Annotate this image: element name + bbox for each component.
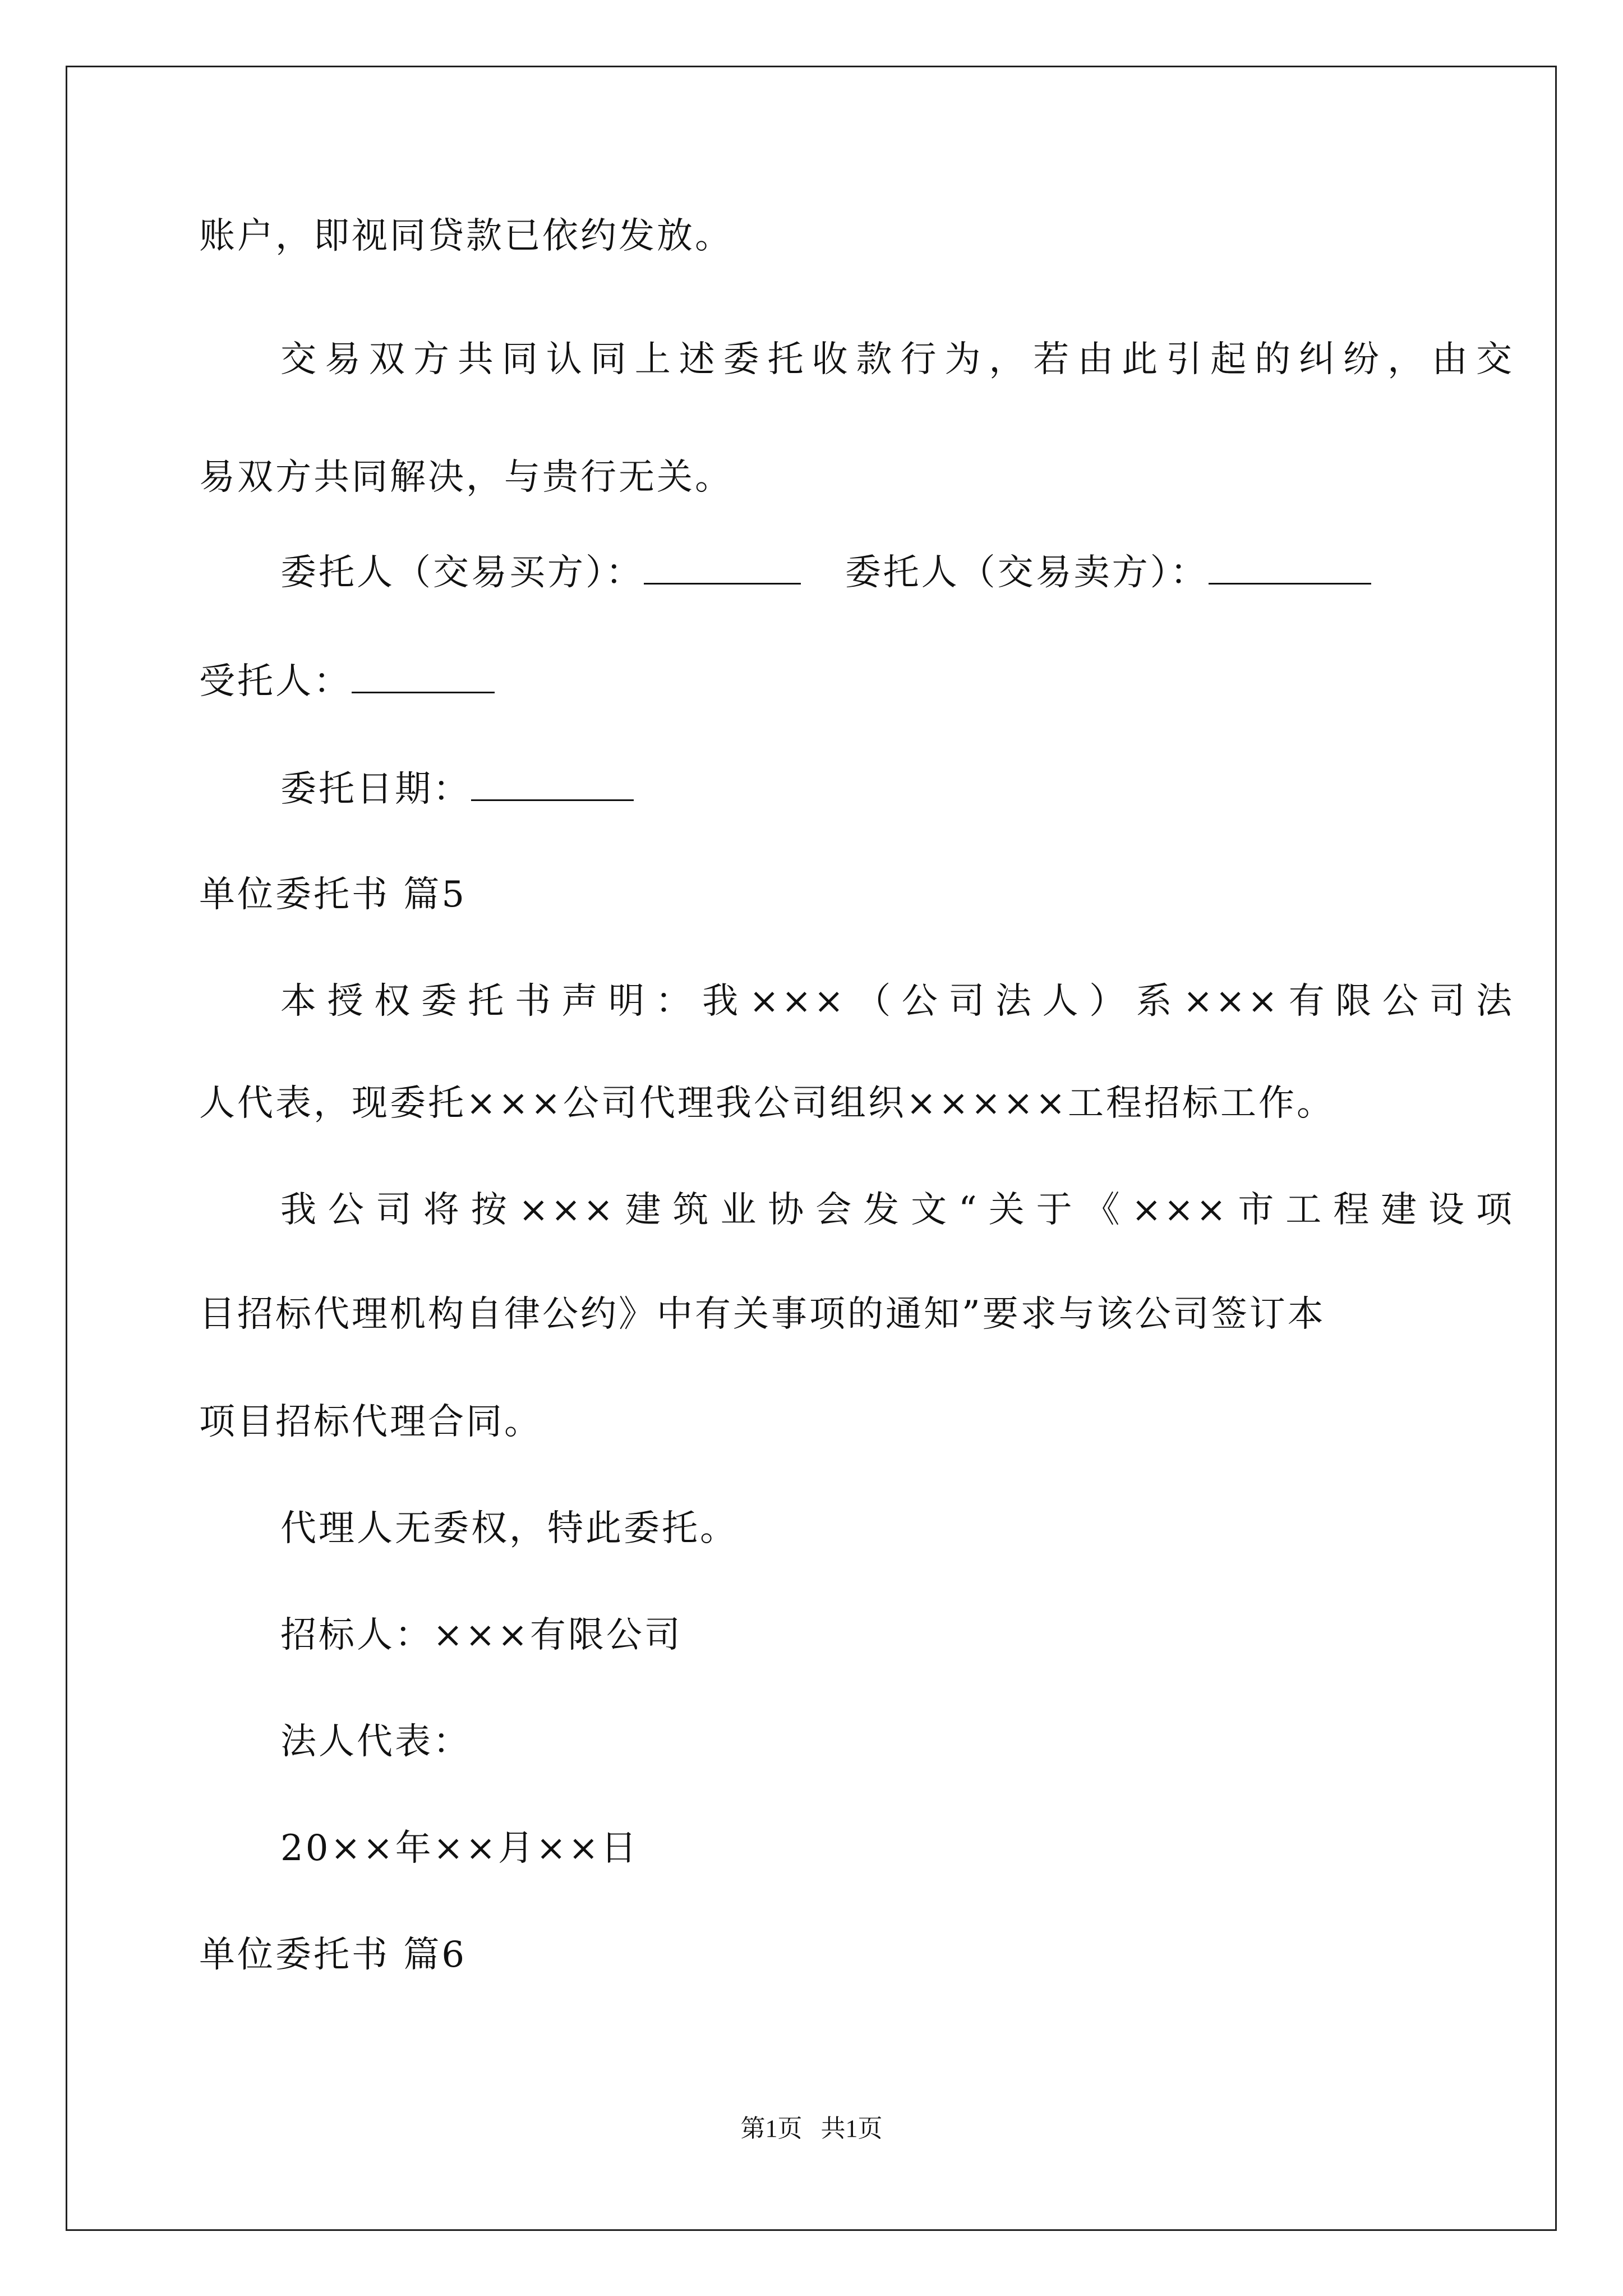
seller-label: 委托人（交易卖方）： [845,552,1209,593]
text-line-15: 招标人：×××有限公司 [280,1614,683,1656]
text-line-10: 人代表，现委托×××公司代理我公司组织×××××工程招标工作。 [199,1083,1335,1124]
trustee-blank [352,660,495,693]
date-label: 委托日期： [280,769,471,810]
text-line-11: 我公司将按×××建筑业协会发文“关于《×××市工程建设项 [280,1189,1514,1231]
text-line-14: 代理人无委权，特此委托。 [280,1508,738,1549]
text-line-2: 交易双方共同认同上述委托收款行为，若由此引起的纠纷，由交 [280,339,1514,380]
date-line [280,764,634,815]
text-line-17: 20××年××月××日 [280,1828,639,1869]
section-heading-6: 单位委托书 篇6 [199,1934,467,1976]
signature-line-buyer-seller [280,547,1371,598]
trustee-line [199,656,495,707]
text-line-9: 本授权委托书声明：我×××（公司法人）系×××有限公司法 [280,981,1514,1022]
page-border [66,66,1557,2231]
date-blank [471,768,634,801]
text-line-12: 目招标代理机构自律公约》中有关事项的通知”要求与该公司签订本 [199,1294,1326,1335]
text-line-1: 账户，即视同贷款已依约发放。 [199,215,733,257]
buyer-label: 委托人（交易买方）： [280,552,644,593]
page-footer: 第1页 共1页 [740,2115,883,2142]
trustee-label: 受托人： [199,661,352,702]
section-heading-5: 单位委托书 篇5 [199,874,467,915]
text-line-3: 易双方共同解决，与贵行无关。 [199,457,733,498]
text-line-13: 项目招标代理合同。 [199,1401,542,1443]
seller-blank [1209,551,1371,585]
buyer-blank [644,551,801,585]
text-line-16: 法人代表： [280,1721,471,1763]
